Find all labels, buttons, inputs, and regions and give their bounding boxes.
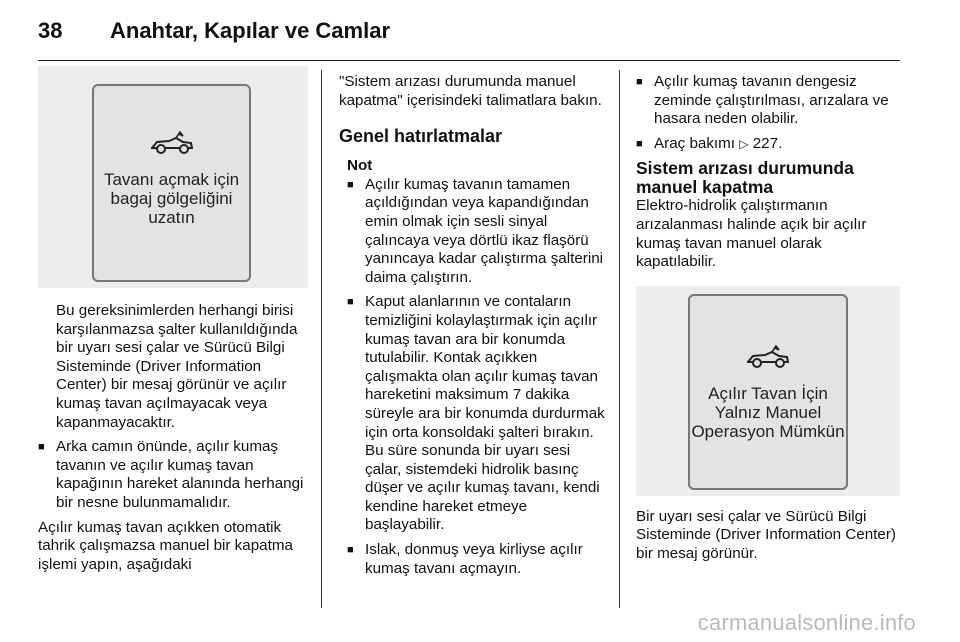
header-rule <box>38 60 900 61</box>
paragraph: Bu gereksinimlerden herhangi birisi karşılanmazsa şalter kullanıldığında bir uyarı sesi çalar ve Sürücü Bilgi Sisteminde (Driver Information Center) bir mesaj görünür ve açılır kumaş tavan açılmayacak veya kapanmayacaktır. <box>56 302 298 431</box>
watermark: carmanualsonline.info <box>697 610 916 635</box>
display-panel <box>688 294 848 490</box>
paragraph: "Sistem arızası durumunda manuel kapatma" içerisindeki talimatlara bakın. <box>339 73 602 109</box>
column-divider <box>321 70 322 608</box>
list-item: ■ Araç bakımı ▷ 227. <box>636 135 906 154</box>
section-heading: Genel hatırlatmalar <box>339 126 503 147</box>
note-list <box>339 176 609 578</box>
note-label: Not <box>347 157 373 175</box>
list-item: ■ Kaput alanlarının ve contaların temizliğini kolaylaştırmak için açılır kumaş tavan ara bir konumda tutulabilir. Kontak açıkken çalışmakta olan açılır kumaş tavan hareketini maksimum 7 dakika süreyle ara bir konumda durdurmak için orta konsoldaki şalteri bırakın. Bu süre sonunda bir uyarı sesi çalar, sistemdeki hidrolik basınç düşer ve açılır kumaş tavanı, kendi kendine hareket etmeye başlayabilir. <box>347 293 609 535</box>
paragraph: Elektro-hidrolik çalıştırmanın arızalanması halinde açık bir açılır kumaş tavan manuel olarak kapatılabilir. <box>636 197 867 271</box>
figure-open-roof <box>38 66 308 288</box>
convertible-car-icon <box>149 130 195 156</box>
list-item: ■ Açılır kumaş tavanın dengesiz zeminde çalıştırılması, arızalara ve hasara neden olabilir. <box>636 73 906 129</box>
paragraph: Açılır kumaş tavan açıkken otomatik tahrik çalışmazsa manuel bir kapatma işlemi yapın, aşağıdaki <box>38 518 293 573</box>
list-item: ■ Islak, donmuş veya kirliyse açılır kumaş tavanı açmayın. <box>347 541 609 578</box>
paragraph: Bir uyarı sesi çalar ve Sürücü Bilgi Sisteminde (Driver Information Center) bir mesaj görünür. <box>636 507 896 562</box>
list-item: ■ Açılır kumaş tavanın tamamen açıldığından veya kapandığından emin olmak için sesli sinyal çalıncaya veya dörtlü ikaz flaşörü yanıncaya kadar çalıştırma şalterini daima çalıştırın. <box>347 176 609 288</box>
display-panel <box>92 84 251 282</box>
list-item: ■ Arka camın önünde, açılır kumaş tavanın ve açılır kumaş tavan kapağının hareket alanında herhangi bir nesne bulunmamalıdır. <box>38 438 308 512</box>
column-3 <box>636 73 906 570</box>
page-ref-link[interactable]: 227. <box>752 134 783 152</box>
page-ref-icon: ▷ <box>739 136 749 151</box>
convertible-car-icon <box>745 344 791 370</box>
page-number: 38 <box>38 18 63 43</box>
page-header <box>38 18 390 44</box>
column-1 <box>38 66 308 580</box>
page-title: Anahtar, Kapılar ve Camlar <box>110 18 391 43</box>
column-2 <box>339 73 609 584</box>
figure-manual-operation <box>636 286 900 496</box>
panel-message: Açılır Tavan İçin Yalnız Manuel Operasyon Mümkün <box>691 383 845 441</box>
column-divider <box>619 70 620 608</box>
panel-message: Tavanı açmak için bagaj gölgeliğini uzatın <box>103 170 240 227</box>
section-heading: Sistem arızası durumunda manuel kapatma <box>636 158 854 198</box>
